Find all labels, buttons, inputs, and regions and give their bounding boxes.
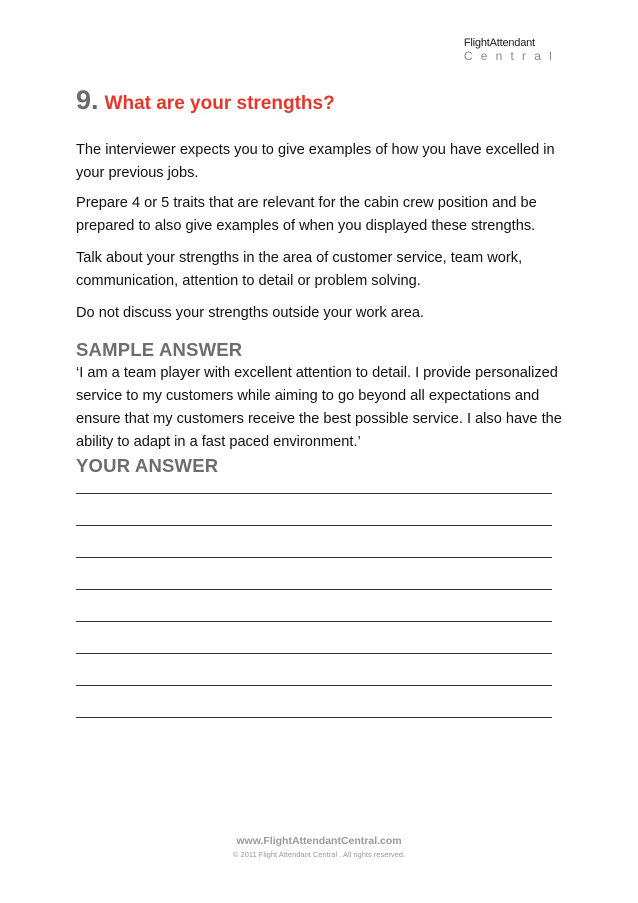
sample-answer-text: ‘I am a team player with excellent attention to detail. I provide personalized service to my customers while aiming to go beyond all expectations and ensure that my customers receive the best possible service. I also have the ability to adapt in a fast paced environment.’ [76,365,562,450]
page-footer [0,836,638,858]
answer-line[interactable] [76,557,552,558]
your-answer-heading: YOUR ANSWER [76,455,219,476]
paragraph-interviewer-expects: The interviewer expects you to give examples of how you have excelled in your previous jobs. [76,142,555,181]
logo-line-2: Central [463,49,560,63]
footer-copyright: © 2011 Flight Attendant Central . All rights reserved. [232,849,406,859]
answer-line[interactable] [76,525,552,526]
paragraph-talk-about-strengths: Talk about your strengths in the area of customer service, team work, communication, attention to detail or problem solving. [76,250,523,289]
question-text: What are your strengths? [104,93,335,114]
footer-url: www.FlightAttendantCentral.com [236,835,402,847]
sample-answer-heading: SAMPLE ANSWER [76,339,243,360]
answer-line[interactable] [76,653,552,654]
paragraph-do-not-discuss: Do not discuss your strengths outside your work area. [76,305,424,321]
answer-line[interactable] [76,685,552,686]
answer-line[interactable] [76,717,552,718]
brand-logo [464,38,560,62]
answer-line[interactable] [76,493,552,494]
question-number: 9. [76,85,99,115]
paragraph-prepare-traits: Prepare 4 or 5 traits that are relevant for the cabin crew position and be prepared to also give examples of when you displayed these strengths. [76,195,537,234]
question-title [76,80,335,117]
logo-line-1: FlightAttendant [463,37,535,49]
answer-line[interactable] [76,621,552,622]
answer-line[interactable] [76,589,552,590]
